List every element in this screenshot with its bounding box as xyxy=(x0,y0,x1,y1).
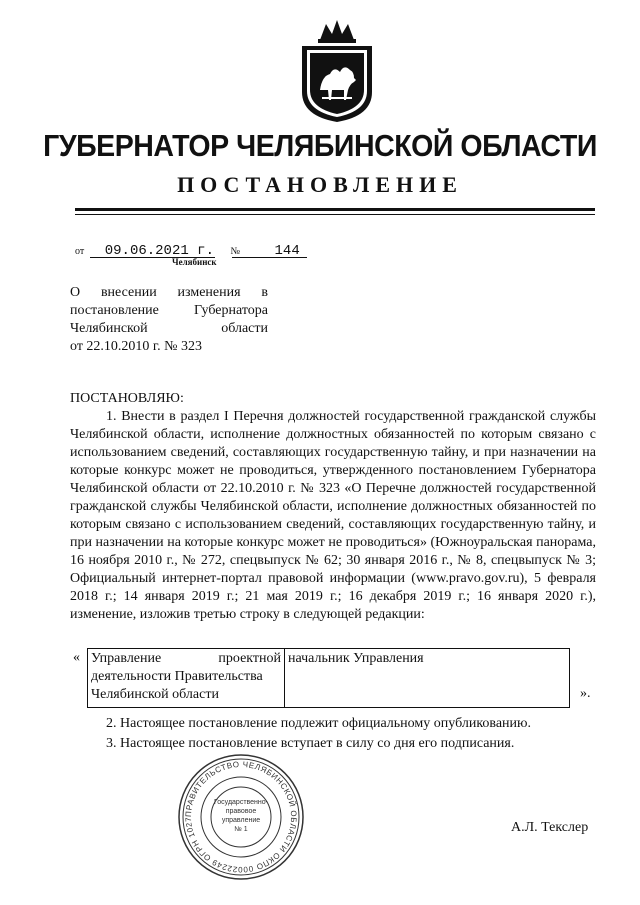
subject-line: постановление Губернатора xyxy=(70,303,268,318)
header-rule-thin xyxy=(75,214,595,215)
department-line: Управление проектной xyxy=(91,651,281,666)
table-row xyxy=(88,649,570,708)
city-label: Челябинск xyxy=(172,257,217,267)
document-date: 09.06.2021 г. xyxy=(104,243,214,259)
header-rule-thick xyxy=(75,208,595,211)
coat-of-arms-emblem xyxy=(298,20,376,124)
quote-open: « xyxy=(73,650,80,665)
seal-center-line: № 1 xyxy=(234,826,248,833)
seal-ring-text: ПРАВИТЕЛЬСТВО ЧЕЛЯБИНСКОЙ ОБЛАСТИ ОКПО 00022249 ОГРН 1027 xyxy=(183,759,299,875)
document-type: ПОСТАНОВЛЕНИЕ xyxy=(177,172,463,197)
number-underline xyxy=(232,257,307,258)
number-label: № xyxy=(230,246,241,257)
seal-center-line: управление xyxy=(221,817,261,824)
decree-word: ПОСТАНОВЛЯЮ: xyxy=(70,391,184,406)
item-1-paragraph: 1. Внести в раздел I Перечня должностей государственной гражданской службы Челябинской области, исполнение должностных обязанностей по которым связано с использованием сведений, составляющих государственную тайну, и при назначении на которые конкурс может не проводиться, утвержденного постановлением Губернатора Челябинской области от 22.10.2010 г. № 323 «О Перечне должностей государственной гражданской службы Челябинской области, исполнение должностных обязанностей по которым связано с использованием сведений, составляющих государственную тайну, и при назначении на которые конкурс может не проводиться» (Южноуральская панорама, 16 ноября 2010 г., № 272, спецвыпуск № 62; 30 января 2016 г., № 8, спецвыпуск № 3; Официальный интернет-портал правовой информации (www.pravo.gov.ru), 5 февраля 2018 г.; 14 января 2019 г.; 21 мая 2019 г.; 16 декабря 2019 г.; 16 января 2020 г.), изменение, изложив третью строку в следующей редакции: xyxy=(70,409,596,622)
issuer-title: ГУБЕРНАТОР ЧЕЛЯБИНСКОЙ ОБЛАСТИ xyxy=(43,128,597,163)
seal-center-line: Государственно- xyxy=(213,799,269,806)
item-3-paragraph: 3. Настоящее постановление вступает в силу со дня его подписания. xyxy=(106,736,515,751)
position-table xyxy=(87,648,570,708)
subject-line: О внесении изменения в xyxy=(70,285,268,300)
document-number: 144 xyxy=(274,243,300,259)
quote-close: ». xyxy=(580,686,591,701)
document-body xyxy=(70,390,596,624)
table-cell-department xyxy=(88,649,285,708)
item-2-paragraph: 2. Настоящее постановление подлежит официальному опубликованию. xyxy=(106,716,531,731)
document-subject xyxy=(70,284,268,356)
department-line: деятельности Правительства xyxy=(91,669,263,684)
seal-center-line: правовое xyxy=(225,808,257,815)
signatory-name: А.Л. Текслер xyxy=(511,820,589,835)
date-from-label: от xyxy=(75,246,85,257)
department-line: Челябинской области xyxy=(91,687,219,702)
official-seal-stamp xyxy=(176,752,306,882)
subject-line: Челябинской области xyxy=(70,321,268,336)
table-cell-position: начальник Управления xyxy=(285,649,570,708)
subject-line: от 22.10.2010 г. № 323 xyxy=(70,339,202,354)
